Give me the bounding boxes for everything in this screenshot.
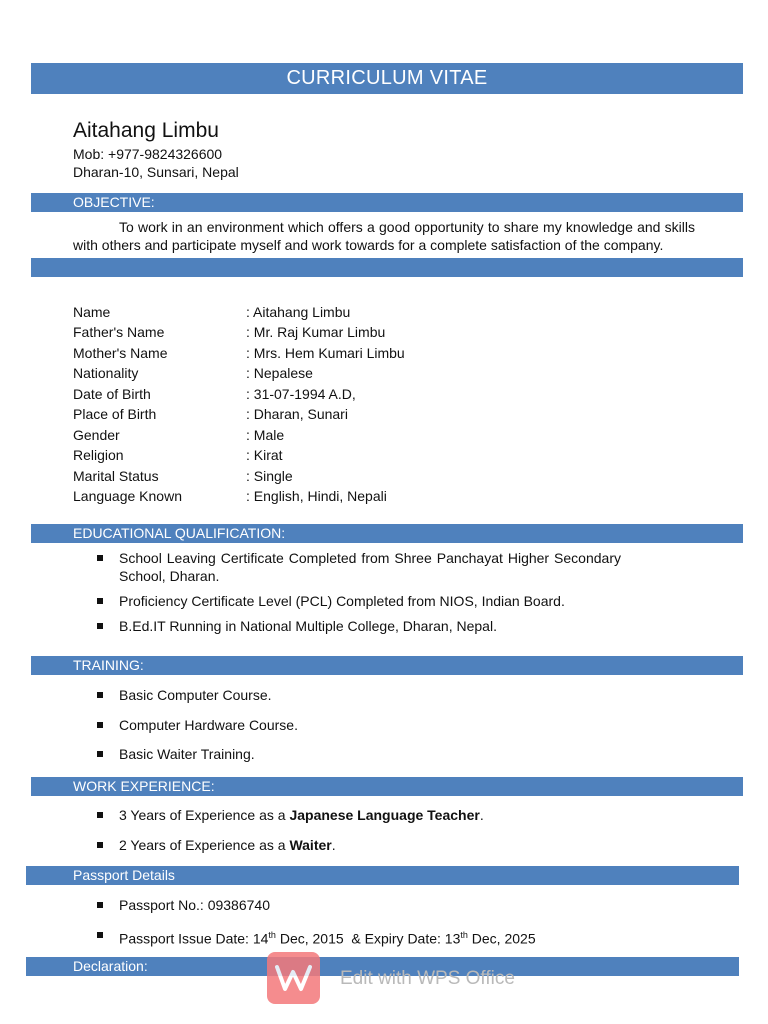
bullet-icon	[97, 812, 103, 818]
passport-section-bar	[26, 866, 739, 885]
page-title: CURRICULUM VITAE	[286, 67, 488, 89]
detail-value: : Nepalese	[246, 365, 313, 381]
work-item-prefix: 2 Years of Experience as a	[119, 837, 290, 853]
education-section-bar	[31, 524, 743, 543]
education-item: B.Ed.IT Running in National Multiple College, Dharan, Nepal.	[119, 618, 497, 634]
title-bar	[31, 63, 743, 94]
bullet-icon	[97, 722, 103, 728]
training-item: Basic Waiter Training.	[119, 746, 255, 762]
bullet-icon	[97, 555, 103, 561]
detail-label: Nationality	[73, 365, 139, 381]
bullet-icon	[97, 692, 103, 698]
training-item: Basic Computer Course.	[119, 687, 272, 703]
detail-value: : Dharan, Sunari	[246, 406, 348, 422]
detail-value: : Single	[246, 468, 293, 484]
passport-heading: Passport Details	[73, 867, 175, 883]
address: Dharan-10, Sunsari, Nepal	[73, 164, 239, 180]
work-item-role: Japanese Language Teacher	[289, 807, 480, 823]
candidate-name: Aitahang Limbu	[73, 119, 219, 142]
detail-label: Language Known	[73, 488, 182, 504]
training-item: Computer Hardware Course.	[119, 717, 298, 733]
declaration-heading: Declaration:	[73, 958, 148, 974]
detail-value: : Mrs. Hem Kumari Limbu	[246, 345, 405, 361]
detail-value: : Mr. Raj Kumar Limbu	[246, 324, 386, 340]
mobile-number: Mob: +977-9824326600	[73, 146, 223, 162]
detail-value: : Male	[246, 427, 285, 443]
work-item	[119, 806, 484, 824]
passport-issue-mid: Dec, 2015 & Expiry Date: 13	[275, 930, 461, 947]
work-section-bar	[31, 777, 743, 796]
training-section-bar	[31, 656, 743, 675]
education-heading: EDUCATIONAL QUALIFICATION:	[73, 525, 286, 541]
detail-label: Mother's Name	[73, 345, 168, 361]
work-item-suffix: .	[331, 837, 336, 853]
bullet-icon	[97, 932, 103, 938]
objective-end-bar	[31, 258, 743, 277]
bullet-icon	[97, 598, 103, 604]
education-item: Proficiency Certificate Level (PCL) Completed from NIOS, Indian Board.	[119, 593, 565, 609]
issue-day-suffix: th	[268, 930, 276, 940]
detail-label: Place of Birth	[73, 406, 157, 422]
training-heading: TRAINING:	[73, 657, 144, 673]
detail-value: : Aitahang Limbu	[246, 304, 351, 320]
wps-w-glyph	[275, 964, 312, 992]
passport-issue-prefix: Passport Issue Date: 14	[119, 930, 269, 947]
detail-label: Religion	[73, 447, 124, 463]
expiry-day-suffix: th	[460, 930, 468, 940]
bullet-icon	[97, 842, 103, 848]
detail-label: Gender	[73, 427, 120, 443]
passport-number: Passport No.: 09386740	[119, 897, 270, 913]
objective-section-bar	[31, 193, 743, 212]
objective-heading: OBJECTIVE:	[73, 194, 155, 210]
bullet-icon	[97, 902, 103, 908]
detail-value: : 31-07-1994 A.D,	[246, 386, 356, 402]
detail-value: : English, Hindi, Nepali	[246, 488, 387, 504]
detail-label: Father's Name	[73, 324, 165, 340]
bullet-icon	[97, 623, 103, 629]
work-item-prefix: 3 Years of Experience as a	[119, 807, 290, 823]
work-item	[119, 836, 336, 854]
objective-text: To work in an environment which offers a good opportunity to share my knowledge and skills with others and participate myself and work towards for a complete satisfaction of the company.	[73, 219, 695, 253]
detail-label: Name	[73, 304, 111, 320]
education-item: School Leaving Certificate Completed from Shree Panchayat Higher Secondary School, Dharan.	[119, 550, 621, 584]
work-heading: WORK EXPERIENCE:	[73, 778, 215, 794]
detail-value: : Kirat	[246, 447, 283, 463]
wps-logo-icon[interactable]	[267, 952, 320, 1004]
detail-label: Marital Status	[73, 468, 159, 484]
bullet-icon	[97, 751, 103, 757]
work-item-suffix: .	[479, 807, 484, 823]
passport-expiry-suffix: Dec, 2025	[467, 930, 536, 947]
wps-watermark-text[interactable]: Edit with WPS Office	[340, 968, 515, 989]
work-item-role: Waiter	[289, 837, 332, 853]
detail-label: Date of Birth	[73, 386, 151, 402]
passport-dates	[119, 926, 536, 948]
